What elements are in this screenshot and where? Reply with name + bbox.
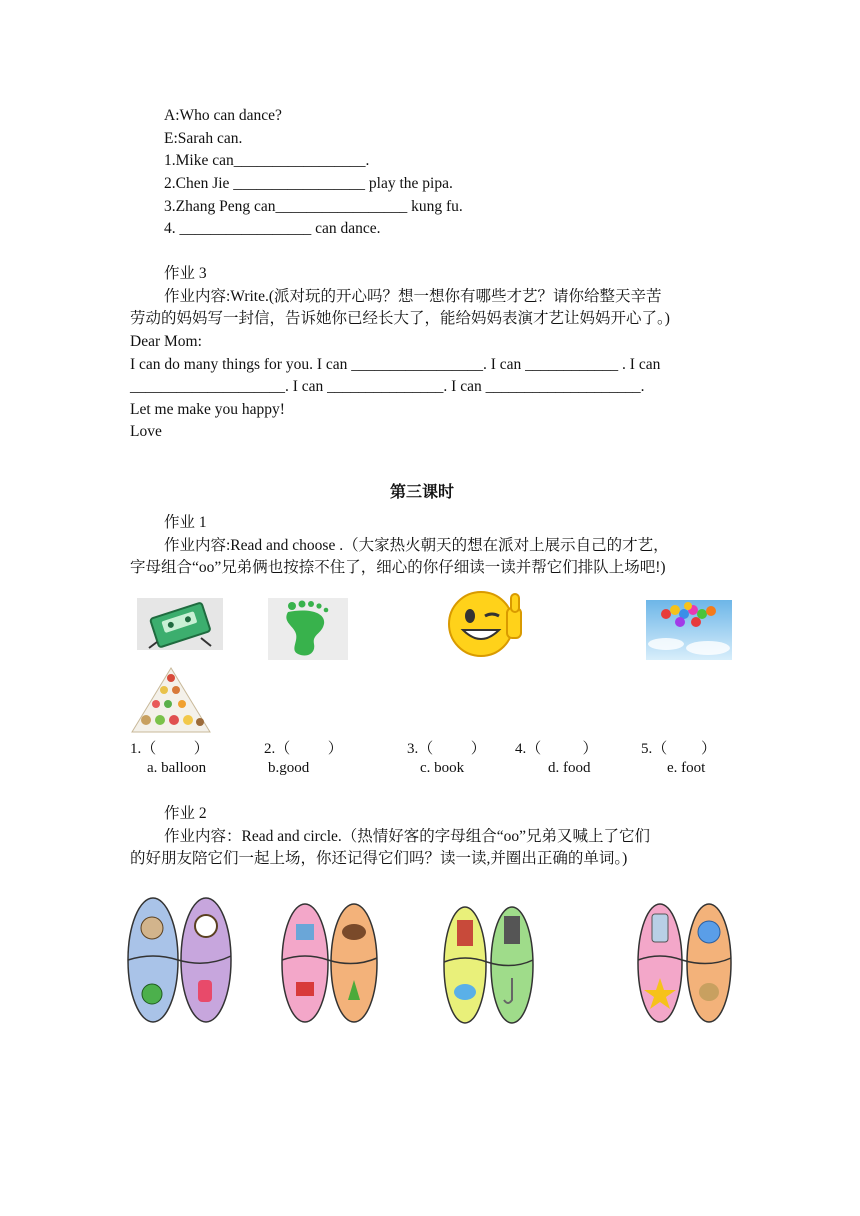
puzzle-pair-2 <box>280 902 380 1024</box>
balloons-icon <box>646 600 732 660</box>
puzzle-pair-4 <box>636 902 734 1024</box>
answer-slot-3[interactable]: 3.（ ） <box>407 741 486 757</box>
choice-e: e. foot <box>667 760 706 776</box>
fill-item-4: 4. _________________ can dance. <box>164 220 381 237</box>
fill-item-1: 1.Mike can_________________. <box>164 152 370 169</box>
dialog-line-2: E:Sarah can. <box>164 130 243 147</box>
choice-a: a. balloon <box>147 760 207 776</box>
letter-body-1: I can do many things for you. I can _________________. I can ____________ . I can <box>130 356 661 373</box>
puzzle-pair-3 <box>442 904 536 1026</box>
homework3-content: 作业内容:Write.(派对玩的开心吗？想一想你有哪些才艺？请你给整天辛苦 <box>164 288 662 305</box>
lesson3-hw2-content: 作业内容：Read and circle.（热情好客的字母组合“oo”兄弟又喊上了它们 <box>164 828 651 845</box>
lesson3-hw1-content-cont: 字母组合“oo”兄弟俩也按捺不住了，细心的你仔细读一读并帮它们排队上场吧!) <box>130 559 666 576</box>
puzzle-pair-1 <box>126 896 234 1024</box>
choice-d: d. food <box>548 760 591 776</box>
cassette-tape-icon <box>137 598 223 650</box>
letter-body-2: ____________________. I can _______________. I can ____________________. <box>130 378 645 395</box>
letter-closing-1: Let me make you happy! <box>130 401 285 418</box>
fill-item-2: 2.Chen Jie _________________ play the pipa. <box>164 175 453 192</box>
letter-greeting: Dear Mom: <box>130 333 202 350</box>
choice-b: b.good <box>268 760 310 776</box>
food-pyramid-icon <box>130 666 212 734</box>
homework3-title: 作业 3 <box>164 265 207 282</box>
answer-slot-1[interactable]: 1.（ ） <box>130 741 209 757</box>
lesson3-hw1-content: 作业内容:Read and choose .（大家热火朝天的想在派对上展示自己的才艺， <box>164 537 669 554</box>
lesson3-hw2-title: 作业 2 <box>164 805 207 822</box>
thumbs-up-smiley-icon <box>445 588 529 658</box>
lesson3-hw1-title: 作业 1 <box>164 514 207 531</box>
answer-slot-5[interactable]: 5.（ ） <box>641 741 717 757</box>
lesson3-heading: 第三课时 <box>390 482 455 501</box>
letter-closing-2: Love <box>130 423 162 440</box>
homework3-content-cont: 劳动的妈妈写一封信，告诉她你已经长大了，能给妈妈表演才艺让妈妈开心了。) <box>130 310 670 327</box>
fill-item-3: 3.Zhang Peng can_________________ kung fu. <box>164 198 463 215</box>
choice-c: c. book <box>420 760 465 776</box>
answer-slot-2[interactable]: 2.（ ） <box>264 741 343 757</box>
dialog-line-1: A:Who can dance? <box>164 107 282 124</box>
answer-slot-4[interactable]: 4.（ ） <box>515 741 598 757</box>
footprint-icon <box>268 598 348 660</box>
lesson3-hw2-content-cont: 的好朋友陪它们一起上场，你还记得它们吗？读一读,并圈出正确的单词。) <box>130 850 628 867</box>
